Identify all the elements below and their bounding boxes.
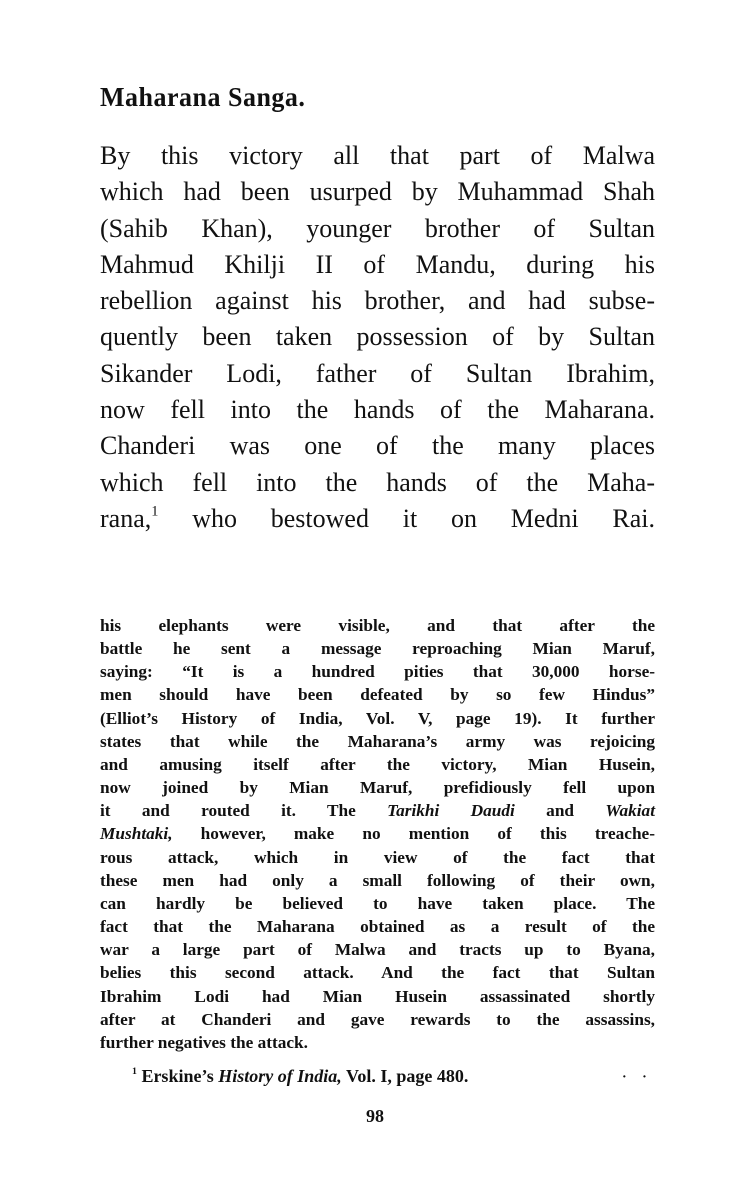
continued-note <box>100 614 655 1054</box>
note-line: further negatives the attack. <box>100 1032 308 1052</box>
note-line-with-italics <box>100 822 655 845</box>
main-line: Sikander Lodi, father of Sultan Ibrahim, <box>100 358 655 388</box>
italic-title: Mushtaki, <box>100 824 173 844</box>
trailing-marks: · · <box>622 1070 653 1085</box>
note-line: saying: “It is a hundred pities that 30,000 horse- <box>100 662 655 682</box>
footnote-reference-text: Vol. I, page 480. <box>345 1066 469 1086</box>
note-line: belies this second attack. And the fact that Sultan <box>100 963 655 983</box>
footnote-author: Erskine’s <box>141 1066 214 1086</box>
footnote-marker: 1 <box>132 1066 137 1078</box>
main-line: By this victory all that part of Malwa <box>100 141 655 170</box>
main-line: rebellion against his brother, and had subse- <box>100 286 655 316</box>
main-line: now fell into the hands of the Maharana. <box>100 395 655 425</box>
main-line: quently been taken possession of by Sultan <box>100 322 655 352</box>
main-line: (Sahib Khan), younger brother of Sultan <box>100 213 655 243</box>
note-line: can hardly be believed to have taken place. The <box>100 893 655 913</box>
footnote <box>132 1066 468 1087</box>
note-line: battle he sent a message reproaching Mian Maruf, <box>100 639 655 659</box>
main-line-part: who bestowed it on Medni Rai. <box>192 503 655 533</box>
note-text-part: and <box>546 801 575 821</box>
note-line: and amusing itself after the victory, Mian Husein, <box>100 754 655 774</box>
note-line: men should have been defeated by so few Hindus” <box>100 685 655 705</box>
running-head: Maharana Sanga. <box>100 82 306 113</box>
footnote-title: History of India, <box>218 1066 342 1086</box>
note-line-with-italics <box>100 799 655 822</box>
italic-title: Tarikhi Daudi <box>387 801 515 821</box>
main-line-part: rana, <box>100 503 152 533</box>
footnote-reference: 1 <box>151 503 159 520</box>
main-line: which fell into the hands of the Maha- <box>100 467 655 497</box>
main-paragraph <box>100 138 655 537</box>
italic-title: Wakiat <box>605 801 655 821</box>
main-line: Mahmud Khilji II of Mandu, during his <box>100 249 655 279</box>
page-number: 98 <box>366 1106 384 1126</box>
note-line: war a large part of Malwa and tracts up to Byana, <box>100 940 655 960</box>
note-line: (Elliot’s History of India, Vol. V, page 19). It further <box>100 708 655 728</box>
main-line: Chanderi was one of the many places <box>100 431 655 461</box>
note-text-part: however, make no mention of this treache- <box>200 824 655 844</box>
main-line-last <box>100 501 655 537</box>
note-line: his elephants were visible, and that after the <box>100 616 655 635</box>
note-line: these men had only a small following of their own, <box>100 870 655 890</box>
note-line: now joined by Mian Maruf, prefidiously fell upon <box>100 778 655 798</box>
note-line: fact that the Maharana obtained as a result of the <box>100 917 655 937</box>
note-line: after at Chanderi and gave rewards to the assassins, <box>100 1009 655 1029</box>
note-line: states that while the Maharana’s army was rejoicing <box>100 731 655 751</box>
note-text-part: it and routed it. The <box>100 801 356 821</box>
main-line: which had been usurped by Muhammad Shah <box>100 177 655 207</box>
note-line: Ibrahim Lodi had Mian Husein assassinated shortly <box>100 986 655 1006</box>
note-line: rous attack, which in view of the fact that <box>100 847 655 867</box>
